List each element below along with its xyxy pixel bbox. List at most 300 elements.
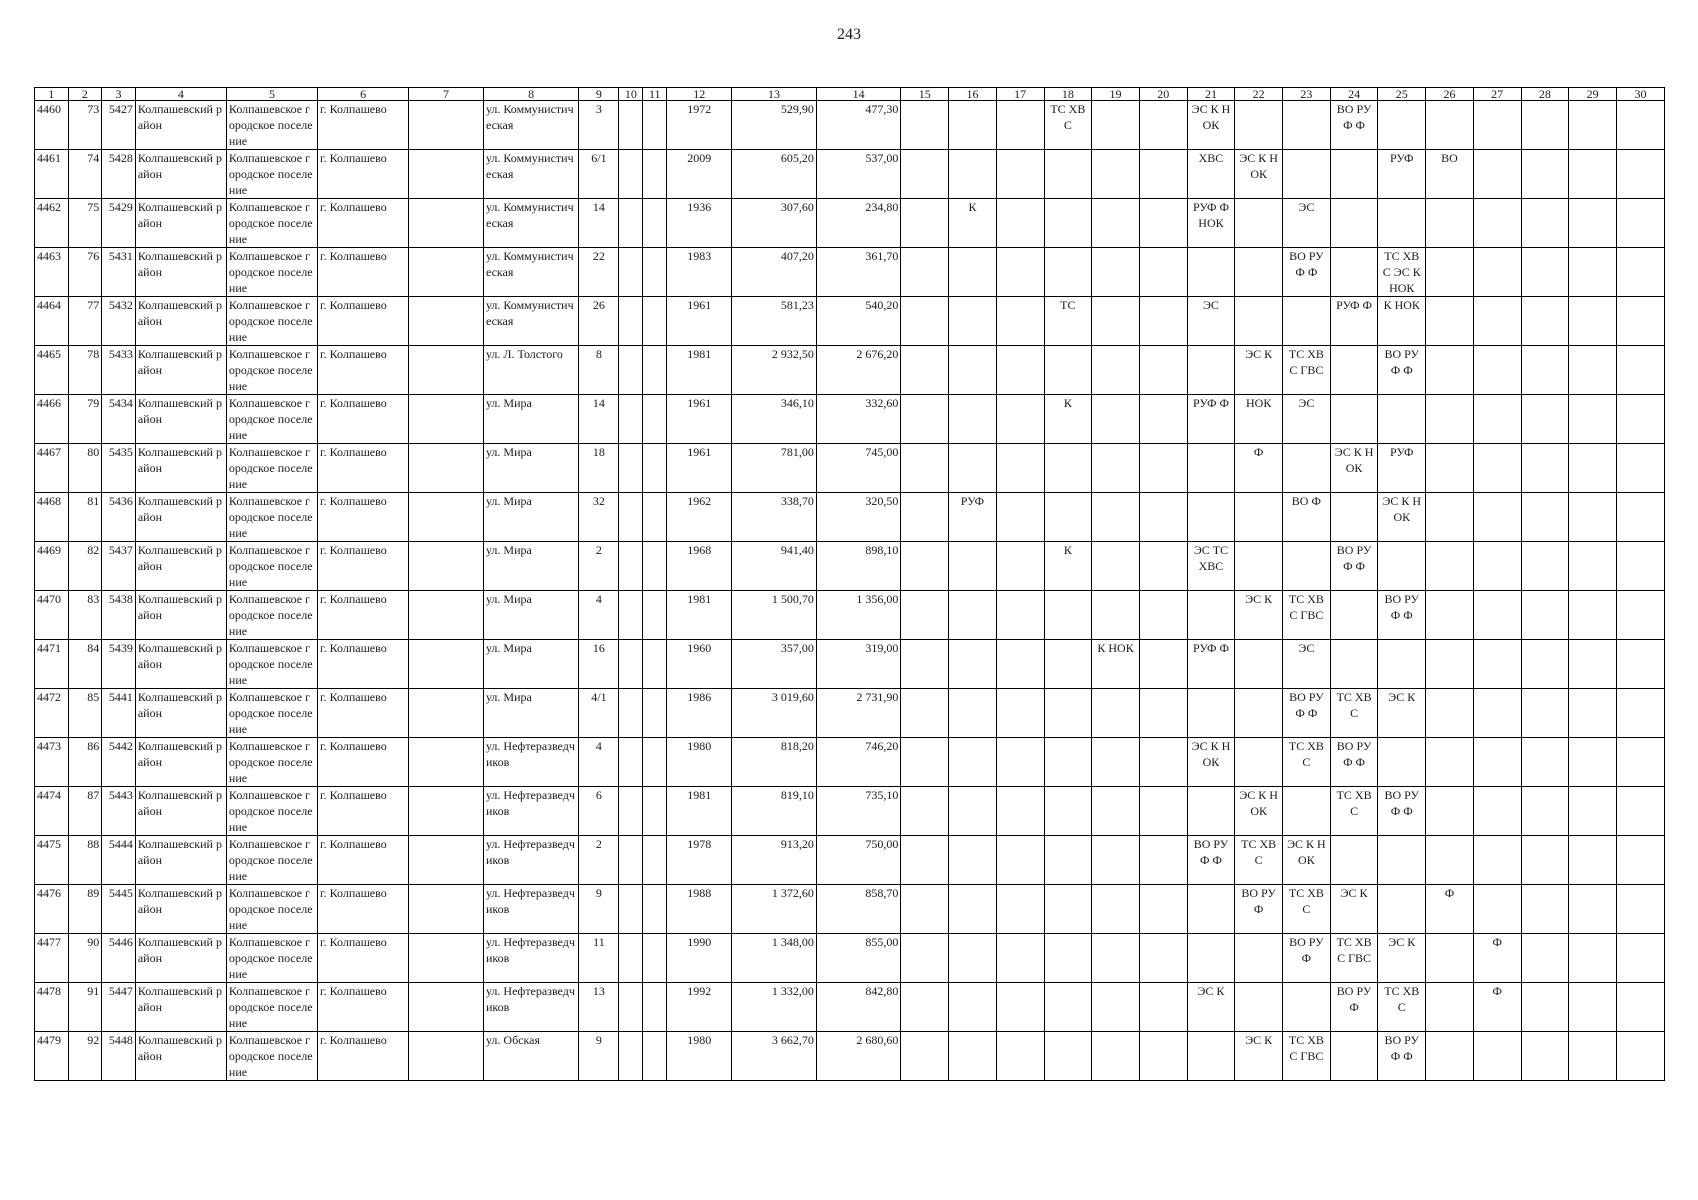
cell-col-3: 5442 xyxy=(102,738,136,787)
cell-col-14: 750,00 xyxy=(816,836,901,885)
cell-col-16: К xyxy=(949,199,997,248)
cell-col-15 xyxy=(901,346,949,395)
cell-col-21: ЭС К НОК xyxy=(1187,101,1235,150)
cell-col-16 xyxy=(949,640,997,689)
cell-col-16 xyxy=(949,934,997,983)
cell-col-13: 307,60 xyxy=(732,199,817,248)
cell-col-24: ВО РУФ Ф xyxy=(1330,101,1378,150)
cell-col-4: Колпашевский район xyxy=(135,836,226,885)
cell-col-8: ул. Нефтеразведчиков xyxy=(483,934,578,983)
column-number-10: 10 xyxy=(619,88,643,101)
cell-col-26 xyxy=(1426,983,1474,1032)
column-number-26: 26 xyxy=(1426,88,1474,101)
cell-col-18 xyxy=(1044,1032,1092,1081)
cell-col-18 xyxy=(1044,836,1092,885)
cell-col-18: К xyxy=(1044,395,1092,444)
cell-col-28 xyxy=(1521,493,1569,542)
cell-col-3: 5438 xyxy=(102,591,136,640)
cell-col-14: 361,70 xyxy=(816,248,901,297)
cell-col-25: РУФ xyxy=(1378,150,1426,199)
cell-col-22 xyxy=(1235,983,1283,1032)
cell-col-11 xyxy=(643,640,667,689)
cell-col-15 xyxy=(901,591,949,640)
cell-col-23: ВО РУФ Ф xyxy=(1283,689,1331,738)
cell-col-30 xyxy=(1616,885,1664,934)
cell-col-19 xyxy=(1092,689,1140,738)
cell-col-15 xyxy=(901,101,949,150)
cell-col-9: 6 xyxy=(579,787,619,836)
cell-col-13: 357,00 xyxy=(732,640,817,689)
cell-col-26 xyxy=(1426,346,1474,395)
cell-col-15 xyxy=(901,689,949,738)
cell-col-29 xyxy=(1569,395,1617,444)
cell-col-19 xyxy=(1092,493,1140,542)
cell-col-10 xyxy=(619,346,643,395)
cell-col-24: ТС ХВС xyxy=(1330,689,1378,738)
cell-col-9: 32 xyxy=(579,493,619,542)
cell-col-15 xyxy=(901,199,949,248)
column-number-29: 29 xyxy=(1569,88,1617,101)
cell-col-27 xyxy=(1473,150,1521,199)
cell-col-5: Колпашевское городское поселение xyxy=(226,885,317,934)
cell-col-19: К НОК xyxy=(1092,640,1140,689)
cell-col-4: Колпашевский район xyxy=(135,150,226,199)
cell-col-19 xyxy=(1092,787,1140,836)
cell-col-9: 14 xyxy=(579,395,619,444)
cell-col-27 xyxy=(1473,640,1521,689)
cell-col-27 xyxy=(1473,395,1521,444)
cell-col-23 xyxy=(1283,444,1331,493)
cell-col-21 xyxy=(1187,493,1235,542)
cell-col-13: 913,20 xyxy=(732,836,817,885)
cell-col-19 xyxy=(1092,444,1140,493)
table-row xyxy=(35,640,1665,689)
cell-col-9: 18 xyxy=(579,444,619,493)
cell-col-16 xyxy=(949,444,997,493)
cell-col-1: 4464 xyxy=(35,297,69,346)
cell-col-9: 6/1 xyxy=(579,150,619,199)
cell-col-27 xyxy=(1473,689,1521,738)
cell-col-29 xyxy=(1569,101,1617,150)
cell-col-12: 1990 xyxy=(667,934,732,983)
cell-col-26 xyxy=(1426,640,1474,689)
column-number-3: 3 xyxy=(102,88,136,101)
cell-col-5: Колпашевское городское поселение xyxy=(226,444,317,493)
cell-col-27 xyxy=(1473,101,1521,150)
cell-col-26 xyxy=(1426,297,1474,346)
cell-col-2: 90 xyxy=(68,934,102,983)
cell-col-15 xyxy=(901,542,949,591)
cell-col-15 xyxy=(901,248,949,297)
cell-col-3: 5444 xyxy=(102,836,136,885)
cell-col-4: Колпашевский район xyxy=(135,689,226,738)
cell-col-17 xyxy=(996,199,1044,248)
cell-col-3: 5441 xyxy=(102,689,136,738)
cell-col-17 xyxy=(996,738,1044,787)
cell-col-25 xyxy=(1378,640,1426,689)
cell-col-5: Колпашевское городское поселение xyxy=(226,836,317,885)
column-number-23: 23 xyxy=(1283,88,1331,101)
cell-col-17 xyxy=(996,1032,1044,1081)
cell-col-5: Колпашевское городское поселение xyxy=(226,591,317,640)
cell-col-3: 5437 xyxy=(102,542,136,591)
cell-col-25 xyxy=(1378,885,1426,934)
cell-col-18 xyxy=(1044,689,1092,738)
cell-col-12: 1986 xyxy=(667,689,732,738)
cell-col-28 xyxy=(1521,444,1569,493)
cell-col-8: ул. Нефтеразведчиков xyxy=(483,885,578,934)
cell-col-11 xyxy=(643,885,667,934)
cell-col-7 xyxy=(409,640,484,689)
cell-col-5: Колпашевское городское поселение xyxy=(226,983,317,1032)
cell-col-21 xyxy=(1187,1032,1235,1081)
cell-col-16: РУФ xyxy=(949,493,997,542)
cell-col-29 xyxy=(1569,444,1617,493)
cell-col-12: 1978 xyxy=(667,836,732,885)
cell-col-9: 3 xyxy=(579,101,619,150)
cell-col-19 xyxy=(1092,297,1140,346)
cell-col-4: Колпашевский район xyxy=(135,1032,226,1081)
cell-col-30 xyxy=(1616,248,1664,297)
cell-col-11 xyxy=(643,591,667,640)
cell-col-13: 1 372,60 xyxy=(732,885,817,934)
cell-col-14: 855,00 xyxy=(816,934,901,983)
cell-col-9: 16 xyxy=(579,640,619,689)
table-row xyxy=(35,101,1665,150)
cell-col-21: РУФ Ф НОК xyxy=(1187,199,1235,248)
cell-col-6: г. Колпашево xyxy=(318,248,409,297)
cell-col-13: 1 332,00 xyxy=(732,983,817,1032)
cell-col-24 xyxy=(1330,591,1378,640)
cell-col-7 xyxy=(409,738,484,787)
cell-col-20 xyxy=(1139,934,1187,983)
cell-col-16 xyxy=(949,983,997,1032)
cell-col-12: 1960 xyxy=(667,640,732,689)
cell-col-4: Колпашевский район xyxy=(135,346,226,395)
cell-col-7 xyxy=(409,787,484,836)
cell-col-11 xyxy=(643,689,667,738)
cell-col-28 xyxy=(1521,101,1569,150)
cell-col-9: 4 xyxy=(579,738,619,787)
cell-col-10 xyxy=(619,101,643,150)
cell-col-22 xyxy=(1235,738,1283,787)
cell-col-23 xyxy=(1283,787,1331,836)
cell-col-10 xyxy=(619,640,643,689)
cell-col-10 xyxy=(619,297,643,346)
column-number-8: 8 xyxy=(483,88,578,101)
cell-col-29 xyxy=(1569,787,1617,836)
cell-col-28 xyxy=(1521,934,1569,983)
cell-col-13: 3 019,60 xyxy=(732,689,817,738)
column-number-28: 28 xyxy=(1521,88,1569,101)
cell-col-12: 1962 xyxy=(667,493,732,542)
cell-col-23 xyxy=(1283,150,1331,199)
cell-col-25 xyxy=(1378,738,1426,787)
cell-col-4: Колпашевский район xyxy=(135,101,226,150)
cell-col-3: 5433 xyxy=(102,346,136,395)
header-row xyxy=(35,88,1665,101)
cell-col-22 xyxy=(1235,199,1283,248)
cell-col-8: ул. Мира xyxy=(483,493,578,542)
cell-col-26 xyxy=(1426,787,1474,836)
cell-col-29 xyxy=(1569,591,1617,640)
cell-col-13: 819,10 xyxy=(732,787,817,836)
cell-col-30 xyxy=(1616,297,1664,346)
cell-col-20 xyxy=(1139,1032,1187,1081)
cell-col-5: Колпашевское городское поселение xyxy=(226,297,317,346)
cell-col-23: ЭС xyxy=(1283,199,1331,248)
cell-col-25: К НОК xyxy=(1378,297,1426,346)
cell-col-21 xyxy=(1187,934,1235,983)
cell-col-6: г. Колпашево xyxy=(318,787,409,836)
table-row xyxy=(35,150,1665,199)
cell-col-22 xyxy=(1235,689,1283,738)
cell-col-23: ТС ХВС xyxy=(1283,885,1331,934)
cell-col-25: ЭС К НОК xyxy=(1378,493,1426,542)
cell-col-17 xyxy=(996,689,1044,738)
cell-col-10 xyxy=(619,738,643,787)
cell-col-24 xyxy=(1330,836,1378,885)
cell-col-9: 22 xyxy=(579,248,619,297)
cell-col-11 xyxy=(643,542,667,591)
cell-col-12: 1961 xyxy=(667,444,732,493)
cell-col-5: Колпашевское городское поселение xyxy=(226,150,317,199)
cell-col-17 xyxy=(996,248,1044,297)
column-number-2: 2 xyxy=(68,88,102,101)
cell-col-23: ВО РУФ xyxy=(1283,934,1331,983)
cell-col-5: Колпашевское городское поселение xyxy=(226,1032,317,1081)
cell-col-12: 1981 xyxy=(667,787,732,836)
cell-col-3: 5439 xyxy=(102,640,136,689)
cell-col-28 xyxy=(1521,983,1569,1032)
cell-col-28 xyxy=(1521,248,1569,297)
cell-col-16 xyxy=(949,836,997,885)
cell-col-1: 4470 xyxy=(35,591,69,640)
cell-col-5: Колпашевское городское поселение xyxy=(226,787,317,836)
cell-col-26 xyxy=(1426,738,1474,787)
cell-col-23: ТС ХВС ГВС xyxy=(1283,591,1331,640)
cell-col-7 xyxy=(409,346,484,395)
cell-col-24: ТС ХВС ГВС xyxy=(1330,934,1378,983)
cell-col-3: 5443 xyxy=(102,787,136,836)
cell-col-14: 858,70 xyxy=(816,885,901,934)
cell-col-25: ТС ХВС ЭС К НОК xyxy=(1378,248,1426,297)
cell-col-3: 5446 xyxy=(102,934,136,983)
cell-col-17 xyxy=(996,983,1044,1032)
cell-col-27 xyxy=(1473,591,1521,640)
cell-col-19 xyxy=(1092,150,1140,199)
cell-col-19 xyxy=(1092,395,1140,444)
cell-col-26 xyxy=(1426,395,1474,444)
table-row xyxy=(35,248,1665,297)
cell-col-1: 4469 xyxy=(35,542,69,591)
cell-col-12: 1968 xyxy=(667,542,732,591)
cell-col-25: РУФ xyxy=(1378,444,1426,493)
cell-col-6: г. Колпашево xyxy=(318,1032,409,1081)
column-number-22: 22 xyxy=(1235,88,1283,101)
cell-col-25: ВО РУФ Ф xyxy=(1378,591,1426,640)
cell-col-20 xyxy=(1139,297,1187,346)
cell-col-8: ул. Коммунистическая xyxy=(483,150,578,199)
cell-col-24 xyxy=(1330,150,1378,199)
cell-col-22: НОК xyxy=(1235,395,1283,444)
cell-col-16 xyxy=(949,542,997,591)
cell-col-10 xyxy=(619,689,643,738)
cell-col-1: 4466 xyxy=(35,395,69,444)
cell-col-23: ТС ХВС xyxy=(1283,738,1331,787)
cell-col-23: ЭС xyxy=(1283,395,1331,444)
cell-col-30 xyxy=(1616,836,1664,885)
cell-col-20 xyxy=(1139,493,1187,542)
cell-col-29 xyxy=(1569,199,1617,248)
cell-col-1: 4472 xyxy=(35,689,69,738)
cell-col-23 xyxy=(1283,297,1331,346)
cell-col-9: 4/1 xyxy=(579,689,619,738)
cell-col-23 xyxy=(1283,542,1331,591)
cell-col-20 xyxy=(1139,150,1187,199)
cell-col-4: Колпашевский район xyxy=(135,248,226,297)
column-number-18: 18 xyxy=(1044,88,1092,101)
cell-col-16 xyxy=(949,150,997,199)
cell-col-17 xyxy=(996,297,1044,346)
cell-col-25 xyxy=(1378,101,1426,150)
cell-col-8: ул. Коммунистическая xyxy=(483,297,578,346)
table-row xyxy=(35,1032,1665,1081)
cell-col-17 xyxy=(996,640,1044,689)
cell-col-28 xyxy=(1521,836,1569,885)
cell-col-3: 5428 xyxy=(102,150,136,199)
cell-col-24: ЭС К xyxy=(1330,885,1378,934)
cell-col-16 xyxy=(949,101,997,150)
cell-col-18 xyxy=(1044,787,1092,836)
cell-col-12: 1961 xyxy=(667,297,732,346)
cell-col-22: ЭС К xyxy=(1235,1032,1283,1081)
cell-col-20 xyxy=(1139,395,1187,444)
cell-col-12: 1980 xyxy=(667,738,732,787)
table-row xyxy=(35,542,1665,591)
cell-col-11 xyxy=(643,444,667,493)
cell-col-18 xyxy=(1044,591,1092,640)
cell-col-2: 83 xyxy=(68,591,102,640)
cell-col-7 xyxy=(409,591,484,640)
column-number-11: 11 xyxy=(643,88,667,101)
cell-col-22 xyxy=(1235,101,1283,150)
cell-col-12: 1988 xyxy=(667,885,732,934)
cell-col-6: г. Колпашево xyxy=(318,395,409,444)
column-number-27: 27 xyxy=(1473,88,1521,101)
cell-col-3: 5432 xyxy=(102,297,136,346)
column-number-17: 17 xyxy=(996,88,1044,101)
cell-col-29 xyxy=(1569,836,1617,885)
cell-col-21 xyxy=(1187,689,1235,738)
cell-col-8: ул. Коммунистическая xyxy=(483,101,578,150)
cell-col-18 xyxy=(1044,150,1092,199)
cell-col-21: ЭС ТС ХВС xyxy=(1187,542,1235,591)
cell-col-28 xyxy=(1521,689,1569,738)
cell-col-17 xyxy=(996,395,1044,444)
cell-col-3: 5436 xyxy=(102,493,136,542)
cell-col-28 xyxy=(1521,738,1569,787)
cell-col-29 xyxy=(1569,640,1617,689)
cell-col-14: 898,10 xyxy=(816,542,901,591)
cell-col-24: ВО РУФ xyxy=(1330,983,1378,1032)
cell-col-14: 1 356,00 xyxy=(816,591,901,640)
cell-col-24 xyxy=(1330,493,1378,542)
cell-col-2: 82 xyxy=(68,542,102,591)
cell-col-22: ЭС К НОК xyxy=(1235,787,1283,836)
cell-col-10 xyxy=(619,395,643,444)
cell-col-2: 91 xyxy=(68,983,102,1032)
cell-col-16 xyxy=(949,689,997,738)
cell-col-25 xyxy=(1378,542,1426,591)
cell-col-11 xyxy=(643,787,667,836)
cell-col-8: ул. Мира xyxy=(483,542,578,591)
cell-col-27 xyxy=(1473,836,1521,885)
cell-col-6: г. Колпашево xyxy=(318,934,409,983)
cell-col-14: 332,60 xyxy=(816,395,901,444)
cell-col-30 xyxy=(1616,787,1664,836)
cell-col-30 xyxy=(1616,150,1664,199)
column-number-4: 4 xyxy=(135,88,226,101)
cell-col-26: Ф xyxy=(1426,885,1474,934)
cell-col-20 xyxy=(1139,787,1187,836)
cell-col-20 xyxy=(1139,248,1187,297)
cell-col-29 xyxy=(1569,1032,1617,1081)
table-row xyxy=(35,346,1665,395)
cell-col-7 xyxy=(409,885,484,934)
cell-col-6: г. Колпашево xyxy=(318,542,409,591)
cell-col-17 xyxy=(996,591,1044,640)
cell-col-12: 1983 xyxy=(667,248,732,297)
cell-col-2: 79 xyxy=(68,395,102,444)
cell-col-21: ЭС К НОК xyxy=(1187,738,1235,787)
cell-col-27 xyxy=(1473,248,1521,297)
cell-col-11 xyxy=(643,738,667,787)
cell-col-1: 4479 xyxy=(35,1032,69,1081)
cell-col-3: 5435 xyxy=(102,444,136,493)
cell-col-4: Колпашевский район xyxy=(135,297,226,346)
cell-col-5: Колпашевское городское поселение xyxy=(226,689,317,738)
cell-col-4: Колпашевский район xyxy=(135,885,226,934)
cell-col-25: ВО РУФ Ф xyxy=(1378,1032,1426,1081)
cell-col-17 xyxy=(996,150,1044,199)
cell-col-15 xyxy=(901,738,949,787)
cell-col-29 xyxy=(1569,689,1617,738)
cell-col-1: 4475 xyxy=(35,836,69,885)
cell-col-16 xyxy=(949,248,997,297)
cell-col-24 xyxy=(1330,640,1378,689)
cell-col-2: 87 xyxy=(68,787,102,836)
cell-col-8: ул. Мира xyxy=(483,689,578,738)
cell-col-8: ул. Нефтеразведчиков xyxy=(483,836,578,885)
cell-col-16 xyxy=(949,395,997,444)
cell-col-10 xyxy=(619,248,643,297)
cell-col-7 xyxy=(409,934,484,983)
cell-col-5: Колпашевское городское поселение xyxy=(226,248,317,297)
cell-col-12: 1936 xyxy=(667,199,732,248)
cell-col-27: Ф xyxy=(1473,934,1521,983)
cell-col-24: ВО РУФ Ф xyxy=(1330,738,1378,787)
cell-col-29 xyxy=(1569,297,1617,346)
cell-col-26 xyxy=(1426,689,1474,738)
cell-col-16 xyxy=(949,346,997,395)
cell-col-17 xyxy=(996,346,1044,395)
cell-col-15 xyxy=(901,395,949,444)
cell-col-16 xyxy=(949,885,997,934)
cell-col-25 xyxy=(1378,199,1426,248)
cell-col-11 xyxy=(643,101,667,150)
cell-col-2: 92 xyxy=(68,1032,102,1081)
